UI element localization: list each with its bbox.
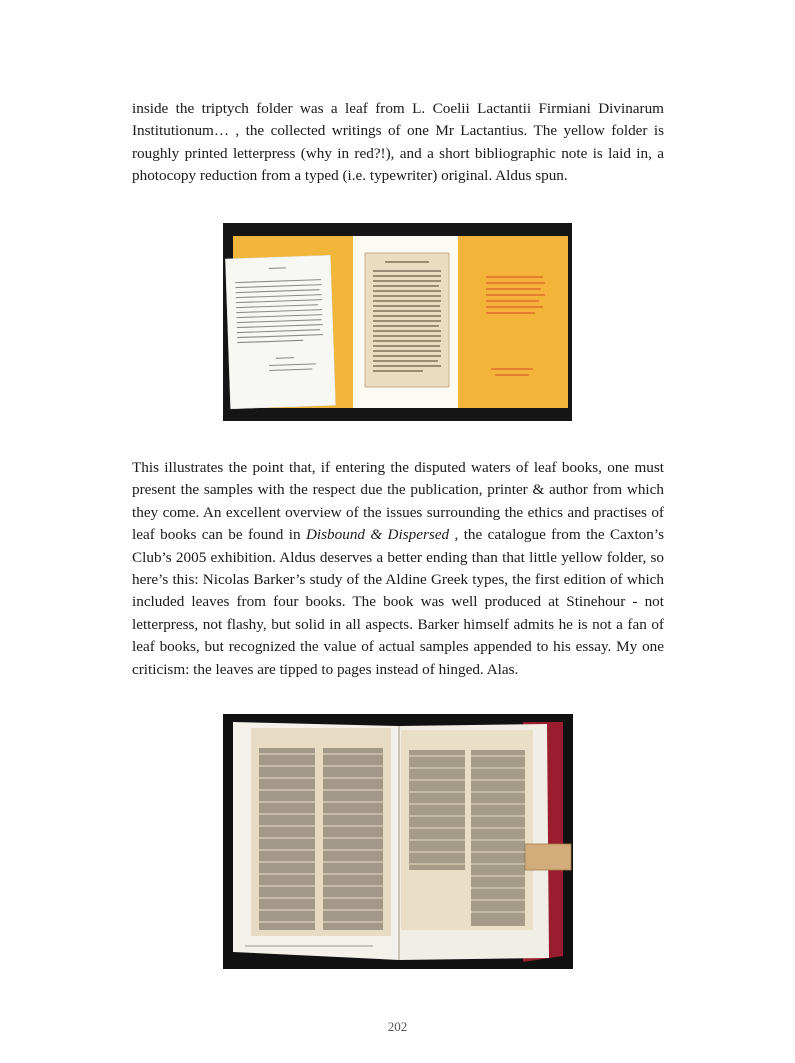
folder-right-panel	[458, 236, 568, 408]
paragraph-2	[132, 457, 664, 681]
paragraph-2-text-a: This illustrates the point that, if entering the disputed waters of leaf books, one must present the samples with the respect due the publication, printer & author from which they come. An excellent overview of the issues surrounding the ethics and practises of leaf books can be found in	[132, 459, 664, 544]
photo-triptych-folder	[223, 223, 572, 421]
typed-note	[225, 255, 335, 409]
wooden-block	[525, 844, 571, 870]
paragraph-2-text-b: , the catalogue from the Caxton’s Club’s 2005 exhibition. Aldus deserves a better ending than that little yellow folder, so here’s this: Nicolas Barker’s study of the Aldine Greek types, the first edition of which included leaves from four books. The book was well produced at Stinehour - not letterpress, not flashy, but solid in all aspects. Barker himself admits he is not a fan of leaf books, but recognized the value of actual samples appended to his essay. My one criticism: the leaves are tipped to pages instead of hinged. Alas.	[132, 526, 664, 678]
leaf-page	[365, 253, 449, 387]
page-number: 202	[387, 1019, 408, 1034]
paragraph-1: inside the triptych folder was a leaf from L. Coelii Lactantii Firmiani Divinarum Institutionum… , the collected writings of one Mr Lactantius. The yellow folder is roughly printed letterpress (why in red?!), and a short bibliographic note is laid in, a photocopy reduction from a typed (i.e. typewriter) original. Aldus spun.	[132, 100, 664, 185]
book-title: Disbound & Dispersed	[305, 526, 450, 544]
photo-barker-book	[223, 714, 573, 969]
